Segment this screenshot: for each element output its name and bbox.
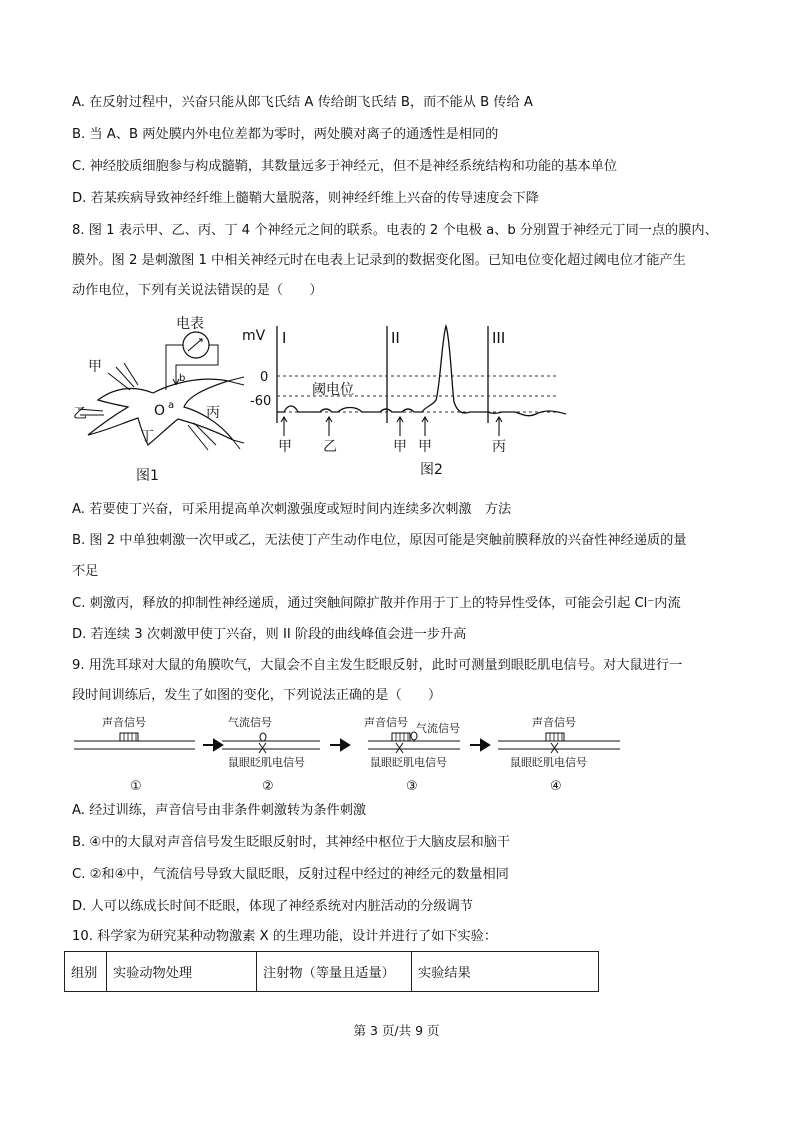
- q7-option-d: D. 若某疾病导致神经纤维上髓鞘大量脱落，则神经纤维上兴奋的传导速度会下降: [72, 191, 539, 206]
- panel2-number: ②: [262, 779, 274, 794]
- panel4-sound-label: 声音信号: [532, 716, 576, 729]
- figure-2-potential-chart: [240, 318, 575, 483]
- stimulus-arrows: [281, 417, 502, 436]
- stimulus-5-label: 丙: [492, 439, 506, 455]
- stage-2-label: II: [391, 329, 400, 347]
- stimulus-2-label: 乙: [323, 439, 337, 455]
- panel3-blink-mark: [396, 743, 403, 753]
- panel2-airflow-label: 气流信号: [228, 716, 272, 729]
- electrode-b-label: b: [179, 373, 186, 384]
- arrow-3-icon: [470, 740, 489, 750]
- arrow-2-icon: [330, 740, 349, 750]
- q9-option-c: C. ②和④中，气流信号导致大鼠眨眼，反射过程中经过的神经元的数量相同: [72, 867, 509, 882]
- q8-option-b-line1: B. 图 2 中单独刺激一次甲或乙，无法使丁产生动作电位，原因可能是突触前膜释放的兴奋性神经递质的量: [72, 533, 687, 548]
- q8-stem-line2: 膜外。图 2 是刺激图 1 中相关神经元时在电表上记录到的数据变化图。已知电位变化超过阈电位才能产生: [72, 253, 686, 268]
- tick-neg60-label: -60: [250, 394, 272, 409]
- electrode-a-label: a: [168, 400, 175, 411]
- q7-option-a: A. 在反射过程中，兴奋只能从郎飞氏结 A 传给朗飞氏结 B，而不能从 B 传给 A: [72, 95, 533, 110]
- neuron-jia-label: 甲: [88, 359, 102, 375]
- panel3-number: ③: [406, 779, 418, 794]
- stimulus-4-label: 甲: [418, 439, 432, 455]
- meter-label: 电表: [176, 316, 204, 332]
- q10-experiment-table: [64, 951, 599, 992]
- q7-option-b: B. 当 A、B 两处膜内外电位差都为零时，两处膜对离子的通透性是相同的: [72, 127, 499, 142]
- arrow-1-icon: [203, 740, 222, 750]
- page-footer: 第 3 页/共 9 页: [353, 1023, 440, 1038]
- neuron-yi-label: 乙: [73, 406, 87, 422]
- table-header-injection: 注射物（等量且适量）: [257, 952, 412, 992]
- q9-stem-line2: 段时间训练后，发生了如图的变化，下列说法正确的是（ ）: [72, 688, 442, 703]
- neuron-bing-label: 丙: [206, 405, 220, 421]
- panel4-sound-block: [546, 733, 564, 741]
- figure-1-neuron-diagram: [68, 315, 248, 490]
- stimulus-1-label: 甲: [278, 439, 292, 455]
- unit-mv-label: mV: [242, 328, 266, 344]
- table-header-row: [65, 952, 599, 992]
- table-header-result: 实验结果: [412, 952, 599, 992]
- panel4-blink-mark: [551, 743, 558, 753]
- panel2-emg-label: 鼠眼眨肌电信号: [228, 756, 305, 769]
- q9-option-a: A. 经过训练，声音信号由非条件刺激转为条件刺激: [72, 803, 367, 818]
- table-header-treatment: 实验动物处理: [107, 952, 257, 992]
- q8-option-d: D. 若连续 3 次刺激甲使丁兴奋，则 II 阶段的曲线峰值会进一步升高: [72, 627, 467, 642]
- panel1-number: ①: [130, 779, 142, 794]
- panel3-airflow-mark: [411, 732, 417, 740]
- panel4-number: ④: [550, 779, 562, 794]
- q8-option-b-line2: 不足: [72, 564, 99, 579]
- q8-stem-line3: 动作电位，下列有关说法错误的是（ ）: [72, 283, 323, 298]
- potential-curve: [277, 326, 566, 416]
- figure-1-caption: 图1: [136, 468, 159, 484]
- panel3-emg-label: 鼠眼眨肌电信号: [370, 756, 447, 769]
- stage-1-label: I: [282, 329, 287, 347]
- panel2-blink-mark: [259, 743, 266, 753]
- q9-training-diagram: [70, 712, 625, 794]
- q7-option-c: C. 神经胶质细胞参与构成髓鞘，其数量远多于神经元，但不是神经系统结构和功能的基本单位: [72, 159, 618, 174]
- threshold-label: 阈电位: [312, 382, 354, 398]
- panel2-airflow-mark: [260, 733, 266, 741]
- panel1-sound-block: [120, 733, 138, 741]
- q8-option-c: C. 刺激丙，释放的抑制性神经递质，通过突触间隙扩散并作用于丁上的特异性受体，可能会引起 Cl⁻内流: [72, 596, 681, 611]
- meter-dial-icon: [183, 332, 209, 358]
- q10-stem: 10. 科学家为研究某种动物激素 X 的生理功能，设计并进行了如下实验：: [72, 929, 498, 944]
- table-header-group: 组别: [65, 952, 107, 992]
- neuron-ding-label: 丁: [140, 429, 154, 445]
- panel3-airflow-label: 气流信号: [416, 722, 460, 735]
- stimulus-3-label: 甲: [393, 439, 407, 455]
- figure-2-caption: 图2: [420, 462, 443, 478]
- q8-stem-line1: 8. 图 1 表示甲、乙、丙、丁 4 个神经元之间的联系。电表的 2 个电极 a、b 分别置于神经元丁同一点的膜内、: [72, 223, 718, 238]
- panel3-sound-label: 声音信号: [364, 716, 408, 729]
- meter-needle: [188, 339, 202, 351]
- panel3-sound-block: [392, 733, 410, 741]
- q9-option-b: B. ④中的大鼠对声音信号发生眨眼反射时，其神经中枢位于大脑皮层和脑干: [72, 835, 511, 850]
- tick-0-label: 0: [260, 370, 269, 385]
- stage-3-label: III: [492, 329, 506, 347]
- panel1-sound-label: 声音信号: [102, 716, 146, 729]
- point-o-label: O: [154, 403, 166, 419]
- panel4-emg-label: 鼠眼眨肌电信号: [510, 756, 587, 769]
- q9-option-d: D. 人可以练成长时间不眨眼，体现了神经系统对内脏活动的分级调节: [72, 899, 473, 914]
- q9-stem-line1: 9. 用洗耳球对大鼠的角膜吹气，大鼠会不自主发生眨眼反射，此时可测量到眼眨肌电信号。对大鼠进行一: [72, 658, 683, 673]
- q8-option-a: A. 若要使丁兴奋，可采用提高单次刺激强度或短时间内连续多次刺激 方法: [72, 502, 512, 517]
